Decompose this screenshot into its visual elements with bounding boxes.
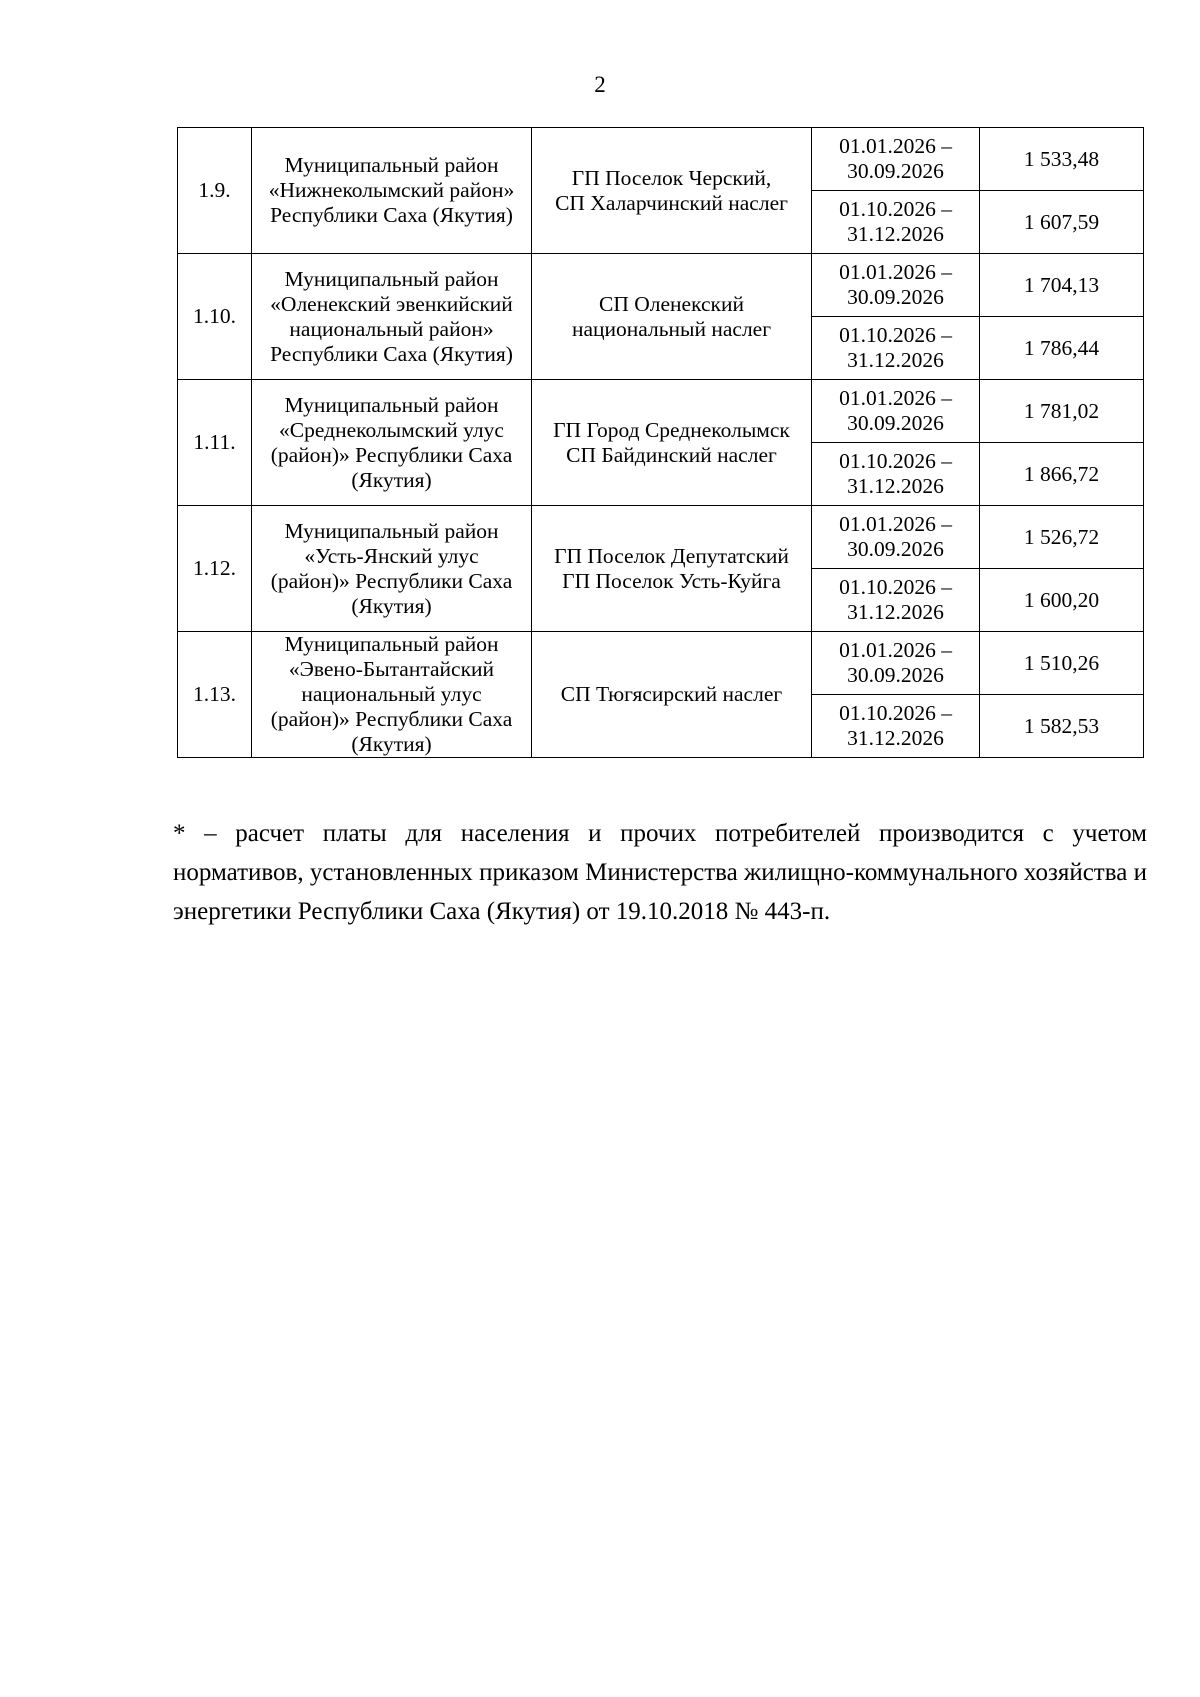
settlement-line: СП Байдинский наслег — [566, 442, 777, 467]
tariff-value-cell: 1 582,53 — [980, 695, 1144, 758]
period-from: 01.10.2026 – — [839, 197, 952, 221]
period-from: 01.01.2026 – — [839, 512, 952, 536]
settlement-line: ГП Поселок Депутатский — [554, 543, 789, 568]
settlement-cell — [532, 380, 812, 506]
period-from: 01.10.2026 – — [839, 449, 952, 473]
district-cell — [252, 380, 532, 506]
row-number-cell: 1.9. — [178, 128, 252, 254]
settlement-line: национальный наслег — [571, 316, 772, 341]
settlement-cell — [532, 632, 812, 758]
tariff-value-cell: 1 786,44 — [980, 317, 1144, 380]
district-line: (Якутия) — [351, 467, 432, 492]
row-number-cell: 1.12. — [178, 506, 252, 632]
settlement-cell — [532, 254, 812, 380]
tariff-value-cell: 1 704,13 — [980, 254, 1144, 317]
settlement-line: СП Оленекский — [599, 291, 744, 316]
district-line: «Эвено-Бытантайский — [288, 657, 495, 681]
period-to: 31.12.2026 — [847, 474, 944, 498]
tariff-table-body — [178, 128, 1144, 758]
period-cell — [812, 254, 980, 317]
period-from: 01.10.2026 – — [839, 575, 952, 599]
district-line: «Оленекский эвенкийский — [270, 291, 513, 316]
period-from: 01.01.2026 – — [839, 638, 952, 662]
district-line: (Якутия) — [351, 732, 432, 756]
district-cell — [252, 506, 532, 632]
table-row — [178, 128, 1144, 191]
tariff-table — [177, 127, 1144, 758]
settlement-cell — [532, 128, 812, 254]
tariff-value-cell: 1 781,02 — [980, 380, 1144, 443]
table-row — [178, 632, 1144, 695]
district-line: «Среднеколымский улус — [279, 417, 504, 442]
period-cell — [812, 632, 980, 695]
district-cell — [252, 128, 532, 254]
district-cell — [252, 254, 532, 380]
tariff-value-cell: 1 600,20 — [980, 569, 1144, 632]
row-number-cell: 1.11. — [178, 380, 252, 506]
row-number-cell: 1.13. — [178, 632, 252, 758]
period-to: 31.12.2026 — [847, 348, 944, 372]
period-from: 01.01.2026 – — [839, 134, 952, 158]
tariff-value-cell: 1 607,59 — [980, 191, 1144, 254]
district-line: (Якутия) — [351, 593, 432, 618]
period-from: 01.10.2026 – — [839, 701, 952, 725]
period-cell — [812, 317, 980, 380]
district-line: Муниципальный район — [284, 392, 499, 417]
district-line: (район)» Республики Саха — [270, 568, 513, 593]
district-line: национальный улус — [301, 682, 482, 706]
table-row — [178, 380, 1144, 443]
period-to: 31.12.2026 — [847, 600, 944, 624]
tariff-value-cell: 1 510,26 — [980, 632, 1144, 695]
district-line: Муниципальный район — [284, 153, 499, 177]
period-to: 30.09.2026 — [847, 285, 944, 309]
period-to: 30.09.2026 — [847, 159, 944, 183]
district-cell — [252, 632, 532, 758]
table-row — [178, 254, 1144, 317]
period-cell — [812, 695, 980, 758]
page-number: 2 — [594, 72, 606, 97]
period-to: 31.12.2026 — [847, 222, 944, 246]
district-line: Республики Саха (Якутия) — [270, 341, 513, 366]
table-row — [178, 506, 1144, 569]
tariff-value-cell: 1 526,72 — [980, 506, 1144, 569]
period-cell — [812, 569, 980, 632]
settlement-line: СП Халарчинский наслег — [555, 190, 788, 215]
period-from: 01.10.2026 – — [839, 323, 952, 347]
district-line: «Нижнеколымский район» — [268, 178, 515, 202]
settlement-line: ГП Поселок Черский, — [571, 165, 772, 190]
district-line: (район)» Республики Саха — [270, 442, 513, 467]
footnote: * – расчет платы для населения и прочих потребителей производится с учетом нормативов, установленных приказом Министерства жилищно-коммунального хозяйства и энергетики Республики Саха (Якутия) от 19.10.2018 № 443-п. — [173, 820, 1147, 925]
period-cell — [812, 443, 980, 506]
district-line: Республики Саха (Якутия) — [270, 203, 513, 227]
district-line: Муниципальный район — [284, 266, 499, 291]
period-cell — [812, 191, 980, 254]
district-line: «Усть-Янский улус — [304, 543, 479, 568]
settlement-line: ГП Поселок Усть-Куйга — [562, 568, 781, 593]
period-to: 30.09.2026 — [847, 411, 944, 435]
period-cell — [812, 506, 980, 569]
period-from: 01.01.2026 – — [839, 386, 952, 410]
tariff-value-cell: 1 533,48 — [980, 128, 1144, 191]
tariff-value-cell: 1 866,72 — [980, 443, 1144, 506]
district-line: национальный район» — [289, 316, 494, 341]
period-from: 01.01.2026 – — [839, 260, 952, 284]
settlement-line: ГП Город Среднеколымск — [553, 417, 790, 442]
district-line: Муниципальный район — [284, 518, 499, 543]
district-line: Муниципальный район — [284, 632, 499, 656]
period-to: 30.09.2026 — [847, 663, 944, 687]
row-number-cell: 1.10. — [178, 254, 252, 380]
period-cell — [812, 380, 980, 443]
period-to: 30.09.2026 — [847, 537, 944, 561]
period-to: 31.12.2026 — [847, 726, 944, 750]
period-cell — [812, 128, 980, 191]
settlement-cell — [532, 506, 812, 632]
settlement-line: СП Тюгясирский наслег — [560, 682, 783, 706]
district-line: (район)» Республики Саха — [270, 707, 513, 731]
